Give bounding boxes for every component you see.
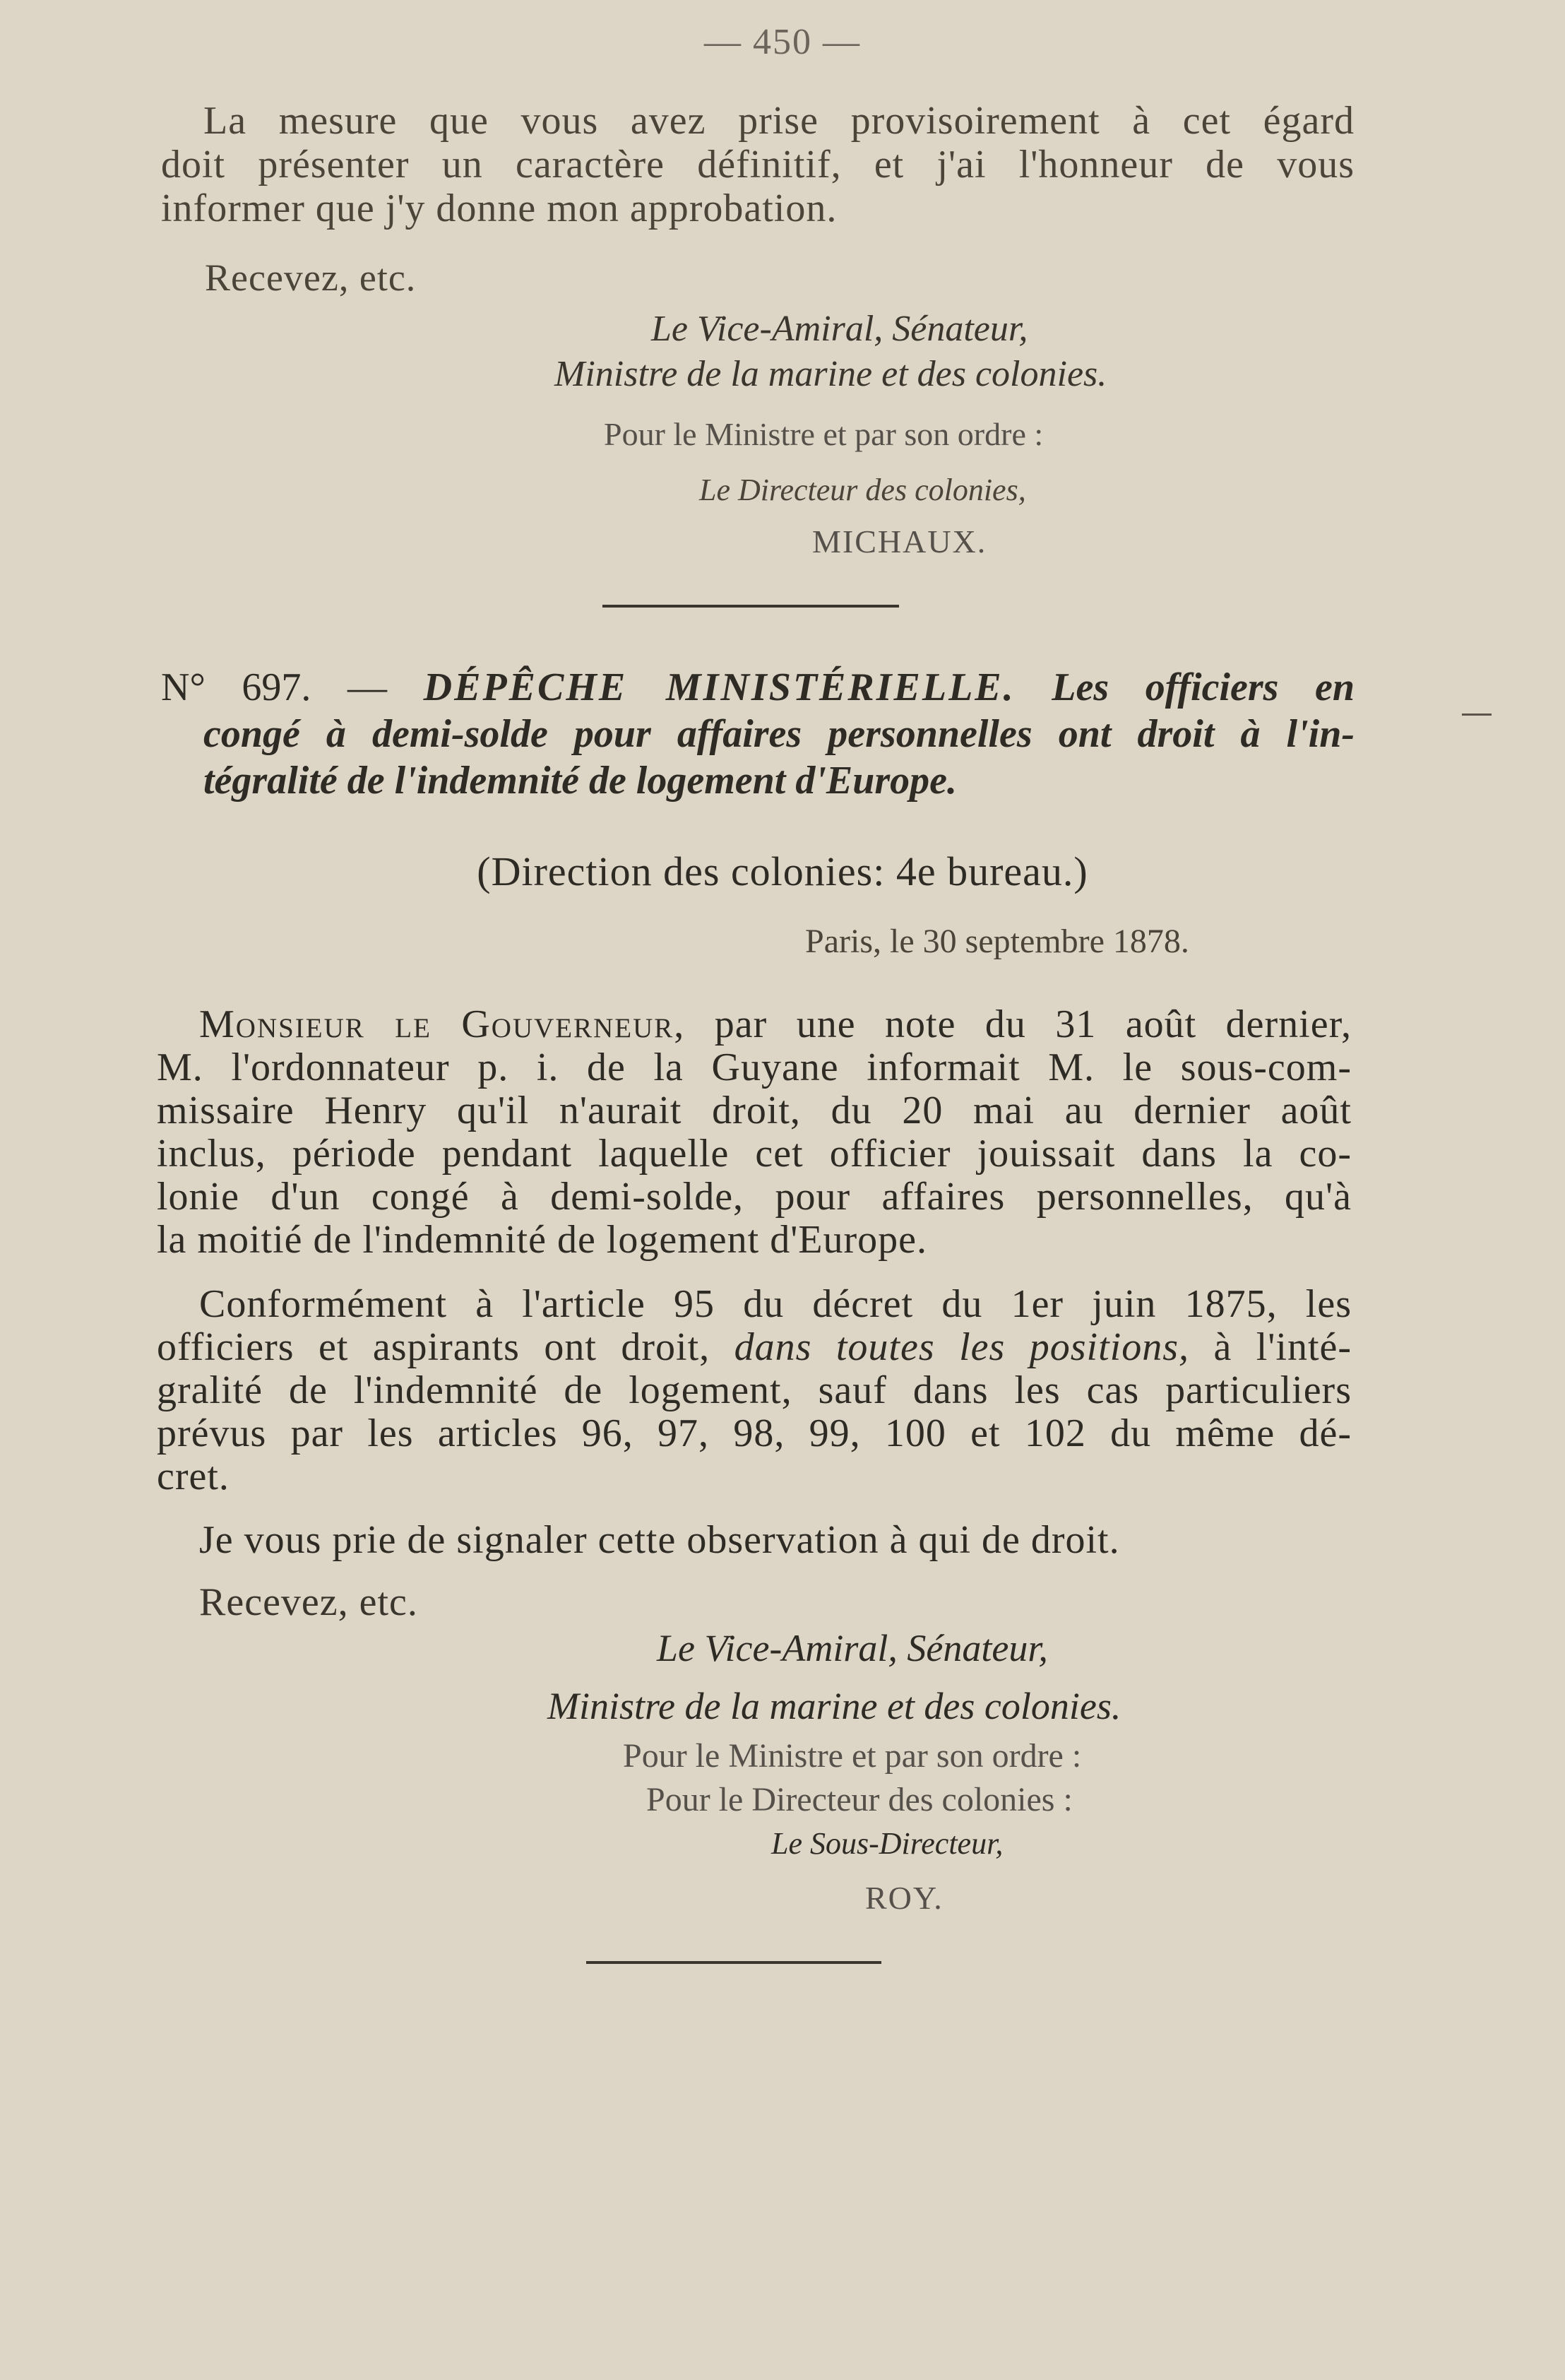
document-title-line: congé à demi-solde pour affaires personnelles ont droit à l'in- — [203, 712, 1355, 756]
signature-subdirector: Le Sous-Directeur, — [771, 1826, 1004, 1861]
text-segment: officiers et aspirants ont droit, — [157, 1325, 710, 1369]
closing: Recevez, etc. — [199, 1580, 418, 1624]
text-line: la moitié de l'indemnité de logement d'Europe. — [157, 1218, 927, 1262]
document-heading — [161, 664, 1355, 804]
emphasized-text: dans toutes les positions, — [734, 1325, 1189, 1369]
text-line: Conformément à l'article 95 du décret du 1er juin 1875, les — [199, 1282, 1352, 1326]
margin-mark — [1462, 714, 1492, 716]
document-title-part: Les officiers en — [1052, 665, 1355, 709]
text-line: gralité de l'indemnité de logement, sauf dans les cas particuliers — [157, 1368, 1352, 1412]
text-line: doit présenter un caractère définitif, et j'ai l'honneur de vous — [161, 143, 1355, 187]
letter1-closing: Recevez, etc. — [205, 256, 417, 299]
separator-rule — [586, 1961, 881, 1964]
signature-title: Le Vice-Amiral, Sénateur, — [657, 1627, 1048, 1669]
text-line: lonie d'un congé à demi-solde, pour affaires personnelles, qu'à — [157, 1175, 1352, 1219]
signature-office: Ministre de la marine et des colonies. — [547, 1685, 1121, 1727]
text-line: informer que j'y donne mon approbation. — [161, 187, 838, 230]
letter1-signature-name: MICHAUX. — [812, 523, 987, 560]
text-line: La mesure que vous avez prise provisoirement à cet égard — [203, 99, 1355, 143]
separator-rule — [602, 605, 899, 608]
direction-note: (Direction des colonies: 4e bureau.) — [477, 848, 1088, 894]
text-line: missaire Henry qu'il n'aurait droit, du 20 mai au dernier août — [157, 1089, 1352, 1132]
body-paragraph-3: Je vous prie de signaler cette observation à qui de droit. — [199, 1518, 1120, 1562]
document-number: N° 697. — [161, 665, 311, 709]
text-line: M. l'ordonnateur p. i. de la Guyane informait M. le sous-com- — [157, 1046, 1352, 1089]
letter1-signature-order: Pour le Ministre et par son ordre : — [604, 416, 1044, 452]
text-line: prévus par les articles 96, 97, 98, 99, 100 et 102 du même dé- — [157, 1411, 1352, 1455]
text-segment: à l'inté- — [1213, 1325, 1352, 1369]
page-number: — 450 — — [704, 22, 861, 62]
document-title-line: tégralité de l'indemnité de logement d'Europe. — [203, 759, 958, 803]
letter1-paragraph — [161, 99, 1355, 230]
letter1-signature-title: Le Vice-Amiral, Sénateur, — [651, 309, 1028, 349]
text-segment: par une note du 31 août dernier, — [714, 1002, 1352, 1046]
letter1-signature-office: Ministre de la marine et des colonies. — [554, 354, 1107, 394]
signature-order: Pour le Ministre et par son ordre : — [623, 1737, 1082, 1775]
text-line: cret. — [157, 1455, 230, 1498]
signature-director: Pour le Directeur des colonies : — [646, 1781, 1073, 1818]
document-type: DÉPÊCHE MINISTÉRIELLE. — [423, 665, 1016, 709]
body-paragraph-1 — [157, 1003, 1352, 1262]
body-paragraph-2 — [157, 1283, 1352, 1498]
text-line: inclus, période pendant laquelle cet officier jouissait dans la co- — [157, 1132, 1352, 1176]
salutation: Monsieur le Gouverneur, — [199, 1002, 686, 1046]
signature-name: ROY. — [865, 1880, 944, 1916]
letter1-signature-director: Le Directeur des colonies, — [699, 473, 1026, 507]
dateline: Paris, le 30 septembre 1878. — [805, 923, 1189, 960]
heading-dash: — — [347, 665, 388, 709]
